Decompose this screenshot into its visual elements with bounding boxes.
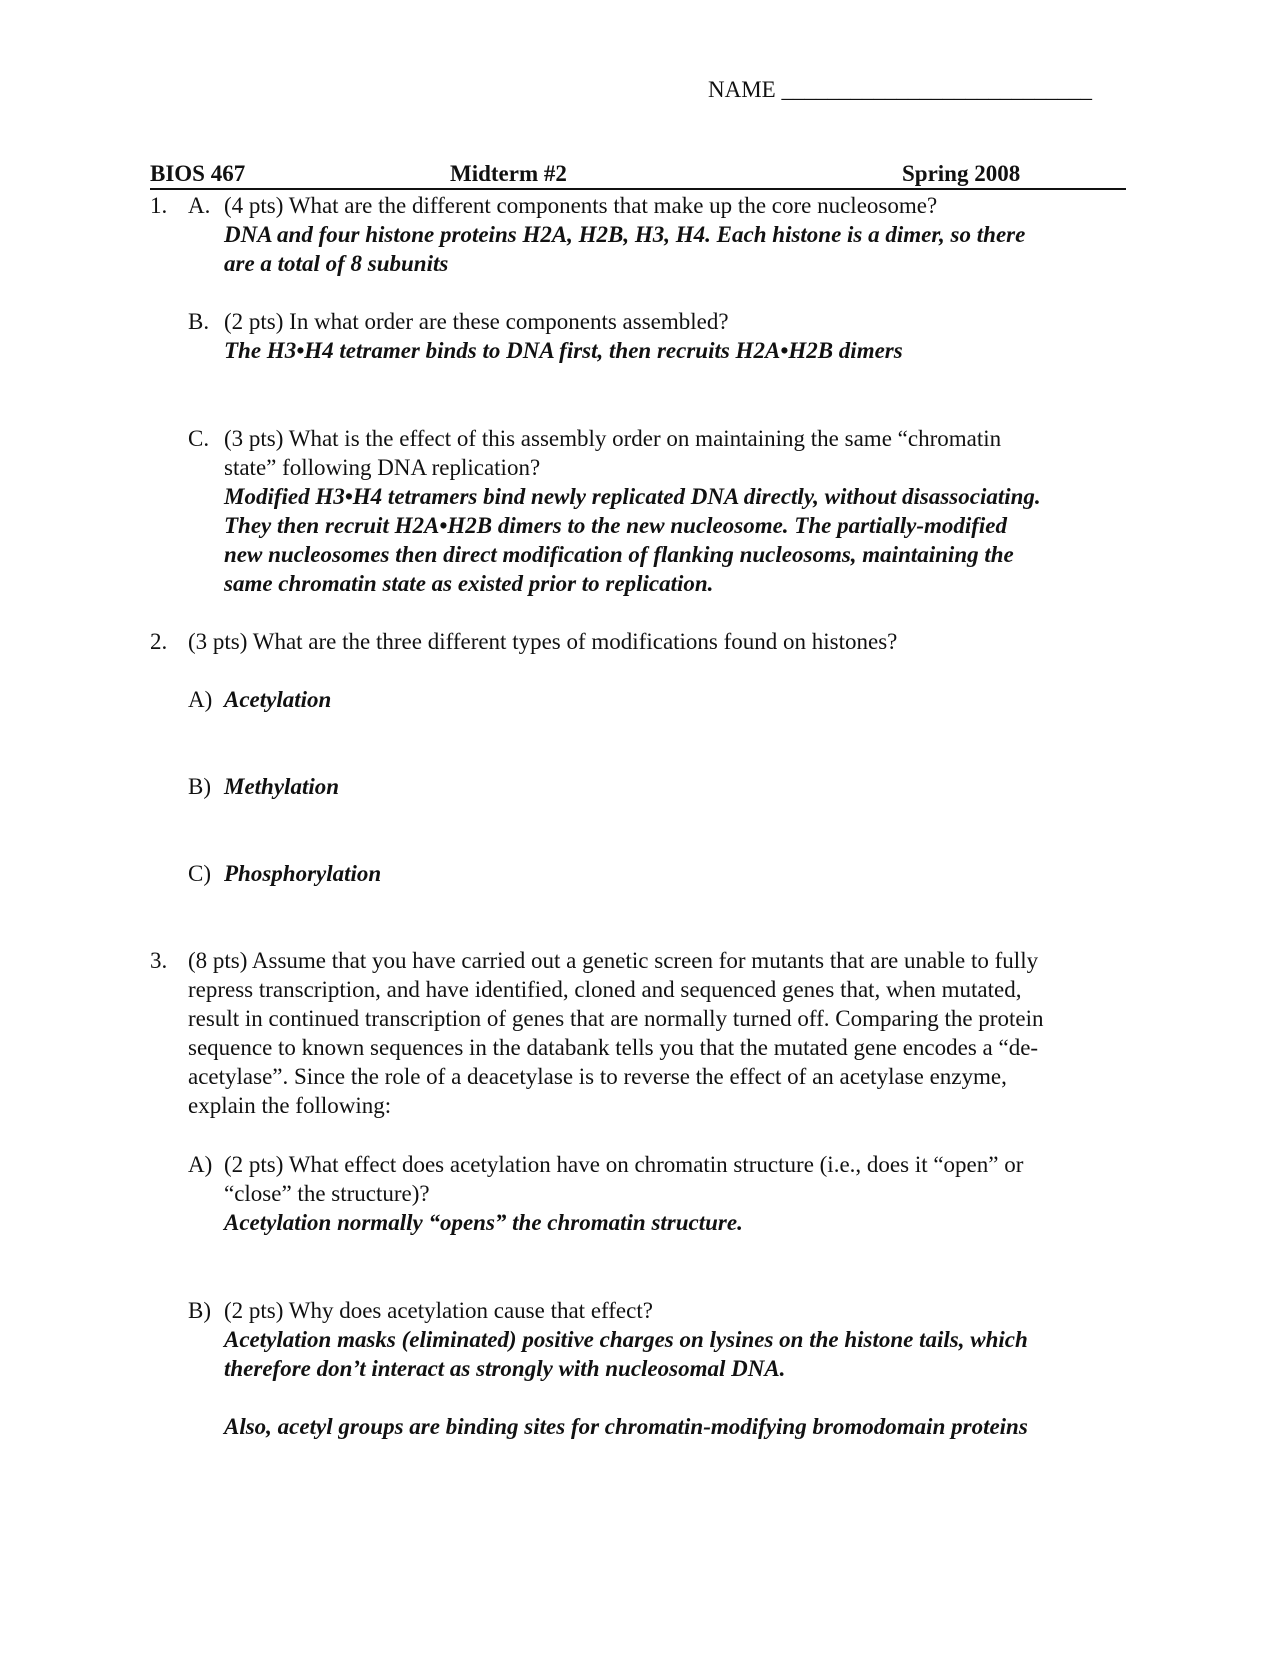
q1c-prompt-line-1: (3 pts) What is the effect of this assembly order on maintaining the same “chromatin <box>224 426 1002 451</box>
q3a-prompt-line-1: (2 pts) What effect does acetylation have on chromatin structure (i.e., does it “open” or <box>224 1152 1024 1177</box>
header-rule <box>150 188 1126 190</box>
q3a-answer: Acetylation normally “opens” the chromatin structure. <box>224 1210 743 1235</box>
q1-number: 1. <box>150 193 168 218</box>
q1b-prompt: (2 pts) In what order are these components assembled? <box>224 309 729 334</box>
q3-prompt-line-3: result in continued transcription of genes that are normally turned off. Comparing the protein <box>188 1006 1044 1031</box>
q2c-answer: Phosphorylation <box>224 861 382 886</box>
q1a-prompt: (4 pts) What are the different components that make up the core nucleosome? <box>224 193 938 218</box>
q1a-answer-line-1: DNA and four histone proteins H2A, H2B, H3, H4. Each histone is a dimer, so there <box>224 222 1026 247</box>
q1b-letter: B. <box>188 309 210 334</box>
q1c-answer-line-1: Modified H3•H4 tetramers bind newly replicated DNA directly, without disassociating. <box>224 484 1041 509</box>
q3-prompt-line-5: acetylase”. Since the role of a deacetylase is to reverse the effect of an acetylase enzyme, <box>188 1064 1007 1089</box>
q2c-letter: C) <box>188 861 211 886</box>
q3-prompt-line-6: explain the following: <box>188 1093 392 1118</box>
q1c-answer-line-4: same chromatin state as existed prior to replication. <box>224 571 714 596</box>
q3b-answer-line-1: Acetylation masks (eliminated) positive charges on lysines on the histone tails, which <box>224 1327 1028 1352</box>
q3b-answer-line-2: therefore don’t interact as strongly with nucleosomal DNA. <box>224 1356 786 1381</box>
q1c-answer-line-2: They then recruit H2A•H2B dimers to the new nucleosome. The partially-modified <box>224 513 1008 538</box>
q3-prompt-line-4: sequence to known sequences in the databank tells you that the mutated gene encodes a “de- <box>188 1035 1039 1060</box>
q1c-letter: C. <box>188 426 210 451</box>
q3b-prompt: (2 pts) Why does acetylation cause that effect? <box>224 1298 653 1323</box>
q2-prompt: (3 pts) What are the three different types of modifications found on histones? <box>188 629 898 654</box>
exam-title: Midterm #2 <box>450 161 567 186</box>
exam-term: Spring 2008 <box>902 161 1021 186</box>
q2a-letter: A) <box>188 687 213 712</box>
name-field <box>708 75 1092 104</box>
name-blank: ___________________________ <box>781 77 1092 102</box>
q1a-answer-line-2: are a total of 8 subunits <box>224 251 449 276</box>
q3a-prompt-line-2: “close” the structure)? <box>224 1181 430 1206</box>
q3b-letter: B) <box>188 1298 211 1323</box>
course-code: BIOS 467 <box>150 161 246 186</box>
q2b-letter: B) <box>188 774 211 799</box>
q2b-answer: Methylation <box>224 774 340 799</box>
q3-prompt-line-1: (8 pts) Assume that you have carried out a genetic screen for mutants that are unable to fully <box>188 948 1039 973</box>
q3b-answer-extra: Also, acetyl groups are binding sites for chromatin-modifying bromodomain proteins <box>224 1414 1028 1439</box>
q1c-prompt-line-2: state” following DNA replication? <box>224 455 541 480</box>
q3a-letter: A) <box>188 1152 213 1177</box>
name-label: NAME <box>708 77 776 102</box>
q1c-answer-line-3: new nucleosomes then direct modification of flanking nucleosoms, maintaining the <box>224 542 1014 567</box>
q1a-letter: A. <box>188 193 211 218</box>
q2a-answer: Acetylation <box>224 687 332 712</box>
q3-prompt-line-2: repress transcription, and have identified, cloned and sequenced genes that, when mutated, <box>188 977 1022 1002</box>
q1b-answer: The H3•H4 tetramer binds to DNA first, then recruits H2A•H2B dimers <box>224 338 903 363</box>
q2-number: 2. <box>150 629 168 654</box>
q3-number: 3. <box>150 948 168 973</box>
